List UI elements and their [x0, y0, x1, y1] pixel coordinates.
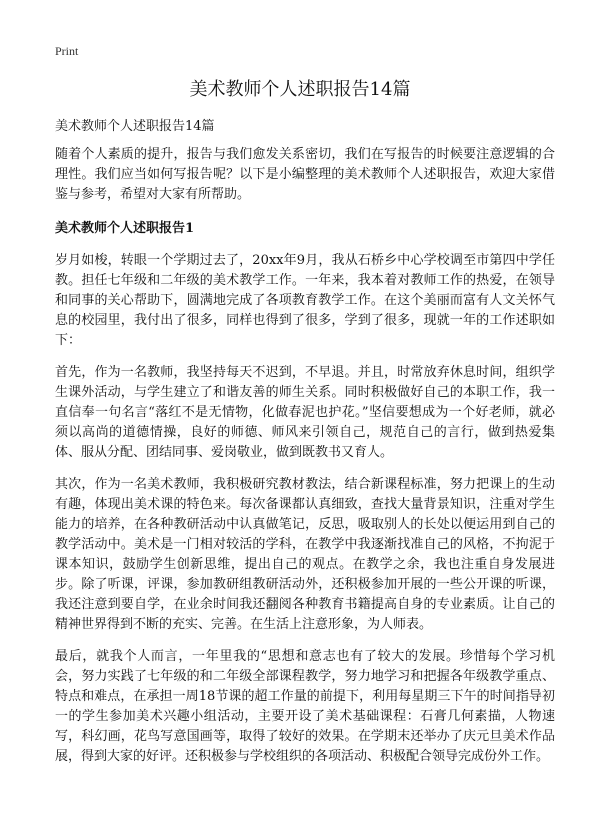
- document-subtitle: 美术教师个人述职报告14篇: [55, 119, 215, 134]
- body-paragraph: 其次，作为一名美术教师，我积极研究教材教法，结合新课程标准，努力把课上的生动有趣，体现出美术课的特色来。每次备课都认真细致，查找大量背景知识，注重对学生能力的培养，在各种教研活动中认真做笔记，反思，吸取别人的长处以便运用到自己的教学活动中。美术是一门相对较活的学科，在教学中我逐渐找准自己的风格，不拘泥于课本知识，鼓励学生创新思维，提出自己的观点。在教学之余，我也注重自身发展进步。除了听课，评课，参加教研组教研活动外，还积极参加开展的一些公开课的听课，我还注意到要自学，在业余时间我还翻阅各种教育书籍提高自身的专业素质。让自己的精神世界得到不断的充实、完善。在生活上注意形象，为人师表。: [55, 477, 555, 632]
- body-paragraph: 岁月如梭，转眼一个学期过去了，20xx年9月，我从石桥乡中心学校调至市第四中学任教。担任七年级和二年级的美术教学工作。一年来，我本着对教师工作的热爱，在领导和同事的关心帮助下，圆满地完成了各项教育教学工作。在这个美丽而富有人文关怀气息的校园里，我付出了很多，同样也得到了很多，学到了很多，现就一年的工作述职如下：: [55, 253, 555, 348]
- print-link[interactable]: Print: [55, 44, 79, 58]
- intro-paragraph: 随着个人素质的提升，报告与我们愈发关系密切，我们在写报告的时候要注意逻辑的合理性。我们应当如何写报告呢？以下是小编整理的美术教师个人述职报告，欢迎大家借鉴与参考，希望对大家有所帮助。: [55, 147, 555, 202]
- document-body: [55, 117, 555, 779]
- body-paragraph: 首先，作为一名教师，我坚持每天不迟到，不早退。并且，时常放弃休息时间，组织学生课外活动，与学生建立了和谐友善的师生关系。同时积极做好自己的本职工作，我一直信奉一句名言“落红不是无情物，化做春泥也护花。”坚信要想成为一个好老师，就必须以高尚的道德情操，良好的师德、师风来引领自己，规范自己的言行，做到热爱集体、服从分配、团结同事、爱岗敬业，做到既教书又育人。: [55, 365, 555, 460]
- body-paragraph: 最后，就我个人而言，一年里我的“思想和意志也有了较大的发展。珍惜每个学习机会，努力实践了七年级的和二年级全部课程教学，努力地学习和把握各年级教学重点、特点和难点，在承担一周18节课的超工作量的前提下，利用每星期三下午的时间指导初一的学生参加美术兴趣小组活动，主要开设了美术基础课程：石膏几何素描，人物速写，科幻画，花鸟写意国画等，取得了较好的效果。在学期末还举办了庆元旦美术作品展，得到大家的好评。还积极参与学校组织的各项活动、积极配合领导完成份外工作。: [55, 649, 555, 764]
- section-heading: 美术教师个人述职报告1: [55, 221, 195, 236]
- document-title: 美术教师个人述职报告14篇: [189, 79, 411, 100]
